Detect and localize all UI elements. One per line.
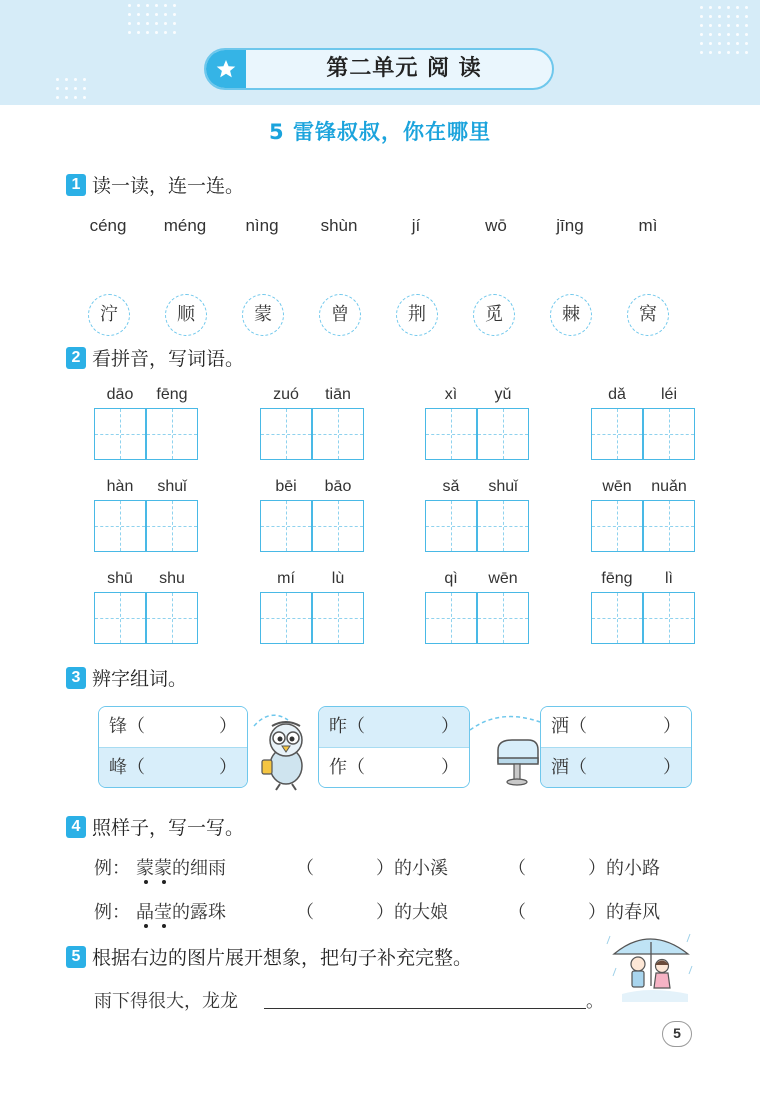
question-1 — [66, 171, 244, 198]
question-instruction: 看拼音，写词语。 — [92, 348, 245, 370]
decor-dot — [65, 96, 68, 99]
question-instruction: 读一读，连一连。 — [92, 175, 245, 197]
decor-dot — [718, 15, 721, 18]
word-pinyin: qì — [444, 570, 458, 587]
writing-box[interactable] — [425, 500, 477, 552]
decor-dot — [164, 13, 167, 16]
question-number-badge: 1 — [66, 174, 86, 196]
close-paren: ） — [376, 858, 394, 879]
writing-box[interactable] — [591, 500, 643, 552]
word-pinyin: mí — [277, 570, 295, 587]
phrase-suffix: 的春风 — [606, 902, 660, 923]
question-instruction: 照样子，写一写。 — [92, 817, 245, 839]
dot-pattern-left — [128, 4, 188, 44]
decor-dot — [727, 33, 730, 36]
decor-dot — [718, 6, 721, 9]
pinyin-item: jí — [411, 216, 421, 235]
decor-dot — [745, 42, 748, 45]
bird-mascot-icon — [254, 716, 318, 792]
question-number-badge: 3 — [66, 667, 86, 689]
writing-box[interactable] — [94, 408, 146, 460]
decor-dot — [83, 78, 86, 81]
word-pinyin: xì — [444, 386, 458, 403]
decor-dot — [128, 31, 131, 34]
decor-dot — [173, 31, 176, 34]
word-pinyin: nuǎn — [651, 478, 687, 495]
word-pinyin: dǎ — [608, 386, 626, 403]
open-paren: （ — [296, 858, 314, 879]
header-wave — [0, 92, 760, 112]
writing-box[interactable] — [312, 592, 364, 644]
word-pinyin: wēn — [602, 478, 632, 495]
decor-dot — [745, 6, 748, 9]
decor-dot — [736, 6, 739, 9]
open-paren: （ — [508, 902, 526, 923]
decor-dot — [709, 24, 712, 27]
word-pinyin: lù — [331, 570, 345, 587]
decor-dot — [709, 15, 712, 18]
decor-dot — [700, 15, 703, 18]
star-icon — [206, 50, 246, 88]
pinyin-item: mì — [638, 216, 658, 235]
answer-blank[interactable] — [264, 1008, 586, 1009]
decor-dot — [173, 13, 176, 16]
writing-box[interactable] — [312, 408, 364, 460]
decor-dot — [718, 51, 721, 54]
pair-char: 昨（ — [329, 716, 365, 737]
decor-dot — [736, 15, 739, 18]
writing-box[interactable] — [94, 592, 146, 644]
pinyin-item: méng — [163, 216, 207, 235]
decor-dot — [56, 96, 59, 99]
decor-dot — [709, 42, 712, 45]
sentence-end: 。 — [586, 991, 604, 1012]
dot-pattern-right — [700, 6, 756, 62]
word-pinyin: shū — [107, 570, 133, 587]
decor-dot — [700, 6, 703, 9]
decor-dot — [745, 15, 748, 18]
decor-dot — [83, 87, 86, 90]
mailbox-icon — [492, 736, 542, 788]
char-pair-box — [98, 706, 248, 788]
character-text: 荆 — [408, 304, 426, 325]
question-2 — [66, 344, 244, 371]
example-label: 例： — [94, 858, 130, 879]
pinyin-item: nìng — [245, 216, 279, 235]
word-pinyin: hàn — [106, 478, 134, 495]
word-pinyin: bēi — [275, 478, 297, 495]
pair-char: 锋（ — [109, 716, 145, 737]
writing-box[interactable] — [643, 500, 695, 552]
pair-char: 峰（ — [109, 757, 145, 778]
word-pinyin: bāo — [324, 478, 352, 495]
decor-dot — [137, 13, 140, 16]
decor-dot — [164, 31, 167, 34]
emphasis-dot — [162, 924, 166, 928]
open-paren: （ — [508, 858, 526, 879]
character-text: 觅 — [485, 304, 503, 325]
unit-title: 第二单元 阅 读 — [326, 56, 482, 81]
character-circle[interactable] — [396, 294, 438, 336]
question-number-badge: 4 — [66, 816, 86, 838]
character-text: 泞 — [100, 304, 118, 325]
decor-dot — [709, 51, 712, 54]
writing-box[interactable] — [425, 592, 477, 644]
writing-box[interactable] — [94, 500, 146, 552]
character-circle[interactable] — [88, 294, 130, 336]
close-paren: ） — [219, 716, 237, 737]
writing-box[interactable] — [477, 592, 529, 644]
decor-dot — [164, 22, 167, 25]
writing-box[interactable] — [312, 500, 364, 552]
character-text: 顺 — [177, 304, 195, 325]
word-pinyin: sǎ — [442, 478, 460, 495]
decor-dot — [173, 4, 176, 7]
lesson-title: 5 雷锋叔叔，你在哪里 — [269, 120, 491, 144]
close-paren: ） — [588, 902, 606, 923]
close-paren: ） — [588, 858, 606, 879]
character-text: 窝 — [639, 304, 657, 325]
children-umbrella-illustration — [604, 928, 696, 1006]
example-label: 例： — [94, 902, 130, 923]
decor-dot — [128, 13, 131, 16]
word-pinyin: yǔ — [494, 386, 512, 403]
phrase-suffix: 的小溪 — [394, 858, 448, 879]
decor-dot — [146, 22, 149, 25]
decor-dot — [736, 42, 739, 45]
word-pinyin: fēng — [601, 570, 633, 587]
writing-box[interactable] — [477, 408, 529, 460]
question-3 — [66, 664, 187, 691]
close-paren: ） — [376, 902, 394, 923]
pair-char: 作（ — [329, 757, 365, 778]
emphasis-dot — [162, 880, 166, 884]
character-circle[interactable] — [319, 294, 361, 336]
writing-box[interactable] — [591, 592, 643, 644]
close-paren: ） — [219, 757, 237, 778]
decor-dot — [146, 4, 149, 7]
decor-dot — [155, 4, 158, 7]
decor-dot — [128, 22, 131, 25]
character-text: 蒙 — [254, 304, 272, 325]
decor-dot — [700, 42, 703, 45]
word-pinyin: tiān — [325, 386, 351, 403]
char-pair-bottom[interactable] — [99, 747, 247, 787]
decor-dot — [745, 51, 748, 54]
decor-dot — [718, 42, 721, 45]
open-paren: （ — [296, 902, 314, 923]
decor-dot — [128, 4, 131, 7]
decor-dot — [146, 31, 149, 34]
pinyin-item: shùn — [320, 216, 358, 235]
pair-char: 洒（ — [551, 716, 587, 737]
decor-dot — [700, 24, 703, 27]
word-pinyin: fēng — [156, 386, 188, 403]
decor-dot — [173, 22, 176, 25]
decor-dot — [709, 6, 712, 9]
question-number-badge: 2 — [66, 347, 86, 369]
phrase-suffix: 的大娘 — [394, 902, 448, 923]
writing-box[interactable] — [146, 408, 198, 460]
close-paren: ） — [441, 716, 459, 737]
character-circle[interactable] — [550, 294, 592, 336]
question-instruction: 根据右边的图片展开想象，把句子补充完整。 — [92, 947, 473, 969]
char-pair-top[interactable] — [99, 707, 247, 747]
close-paren: ） — [441, 757, 459, 778]
decor-dot — [137, 22, 140, 25]
character-circle[interactable] — [627, 294, 669, 336]
character-circle[interactable] — [165, 294, 207, 336]
decor-dot — [700, 33, 703, 36]
character-circle[interactable] — [473, 294, 515, 336]
question-number-badge: 5 — [66, 946, 86, 968]
decor-dot — [74, 96, 77, 99]
decor-dot — [83, 96, 86, 99]
writing-box[interactable] — [425, 408, 477, 460]
question-5 — [66, 943, 472, 970]
decor-dot — [736, 33, 739, 36]
decor-dot — [736, 51, 739, 54]
decor-dot — [155, 22, 158, 25]
word-pinyin: dāo — [106, 386, 134, 403]
pair-char: 酒（ — [551, 757, 587, 778]
character-text: 曾 — [331, 304, 349, 325]
question-4 — [66, 813, 244, 840]
decor-dot — [709, 33, 712, 36]
writing-box[interactable] — [260, 408, 312, 460]
writing-box[interactable] — [146, 500, 198, 552]
decor-dot — [718, 33, 721, 36]
decor-dot — [155, 13, 158, 16]
writing-box[interactable] — [260, 500, 312, 552]
decor-dot — [736, 24, 739, 27]
word-pinyin: shu — [159, 570, 185, 587]
decor-dot — [727, 15, 730, 18]
decor-dot — [65, 78, 68, 81]
decor-dot — [718, 24, 721, 27]
writing-box[interactable] — [146, 592, 198, 644]
writing-box[interactable] — [477, 500, 529, 552]
decor-dot — [155, 31, 158, 34]
decor-dot — [56, 78, 59, 81]
pinyin-item: wō — [485, 216, 507, 235]
question-instruction: 辨字组词。 — [92, 668, 188, 690]
decor-dot — [727, 51, 730, 54]
writing-box[interactable] — [260, 592, 312, 644]
word-pinyin: léi — [660, 386, 677, 403]
word-pinyin: shuǐ — [488, 478, 518, 495]
decor-dot — [164, 4, 167, 7]
close-paren: ） — [663, 716, 681, 737]
decor-dot — [65, 87, 68, 90]
pinyin-item: jīng — [556, 216, 584, 235]
sentence-start: 雨下得很大，龙龙 — [94, 991, 238, 1012]
emphasis-dot — [144, 924, 148, 928]
close-paren: ） — [663, 757, 681, 778]
word-pinyin: wēn — [488, 570, 518, 587]
emphasis-dot — [144, 880, 148, 884]
word-pinyin: lì — [665, 570, 673, 587]
decor-dot — [745, 33, 748, 36]
example-phrase: 晶莹的露珠 — [136, 902, 226, 923]
character-circle[interactable] — [242, 294, 284, 336]
decor-dot — [146, 13, 149, 16]
decor-dot — [727, 24, 730, 27]
writing-box[interactable] — [643, 408, 695, 460]
decor-dot — [745, 24, 748, 27]
writing-box[interactable] — [591, 408, 643, 460]
writing-box[interactable] — [643, 592, 695, 644]
decor-dot — [56, 87, 59, 90]
page-number: 5 — [662, 1021, 692, 1047]
character-text: 棘 — [562, 304, 580, 325]
example-phrase: 蒙蒙的细雨 — [136, 858, 226, 879]
word-pinyin: shuǐ — [157, 478, 187, 495]
decor-dot — [727, 6, 730, 9]
decor-dot — [700, 51, 703, 54]
decor-dot — [727, 42, 730, 45]
decor-dot — [137, 4, 140, 7]
decor-dot — [74, 78, 77, 81]
phrase-suffix: 的小路 — [606, 858, 660, 879]
word-pinyin: zuó — [273, 386, 299, 403]
decor-dot — [74, 87, 77, 90]
pinyin-item: céng — [89, 216, 127, 235]
decor-dot — [137, 31, 140, 34]
dot-pattern-mid — [56, 78, 96, 100]
